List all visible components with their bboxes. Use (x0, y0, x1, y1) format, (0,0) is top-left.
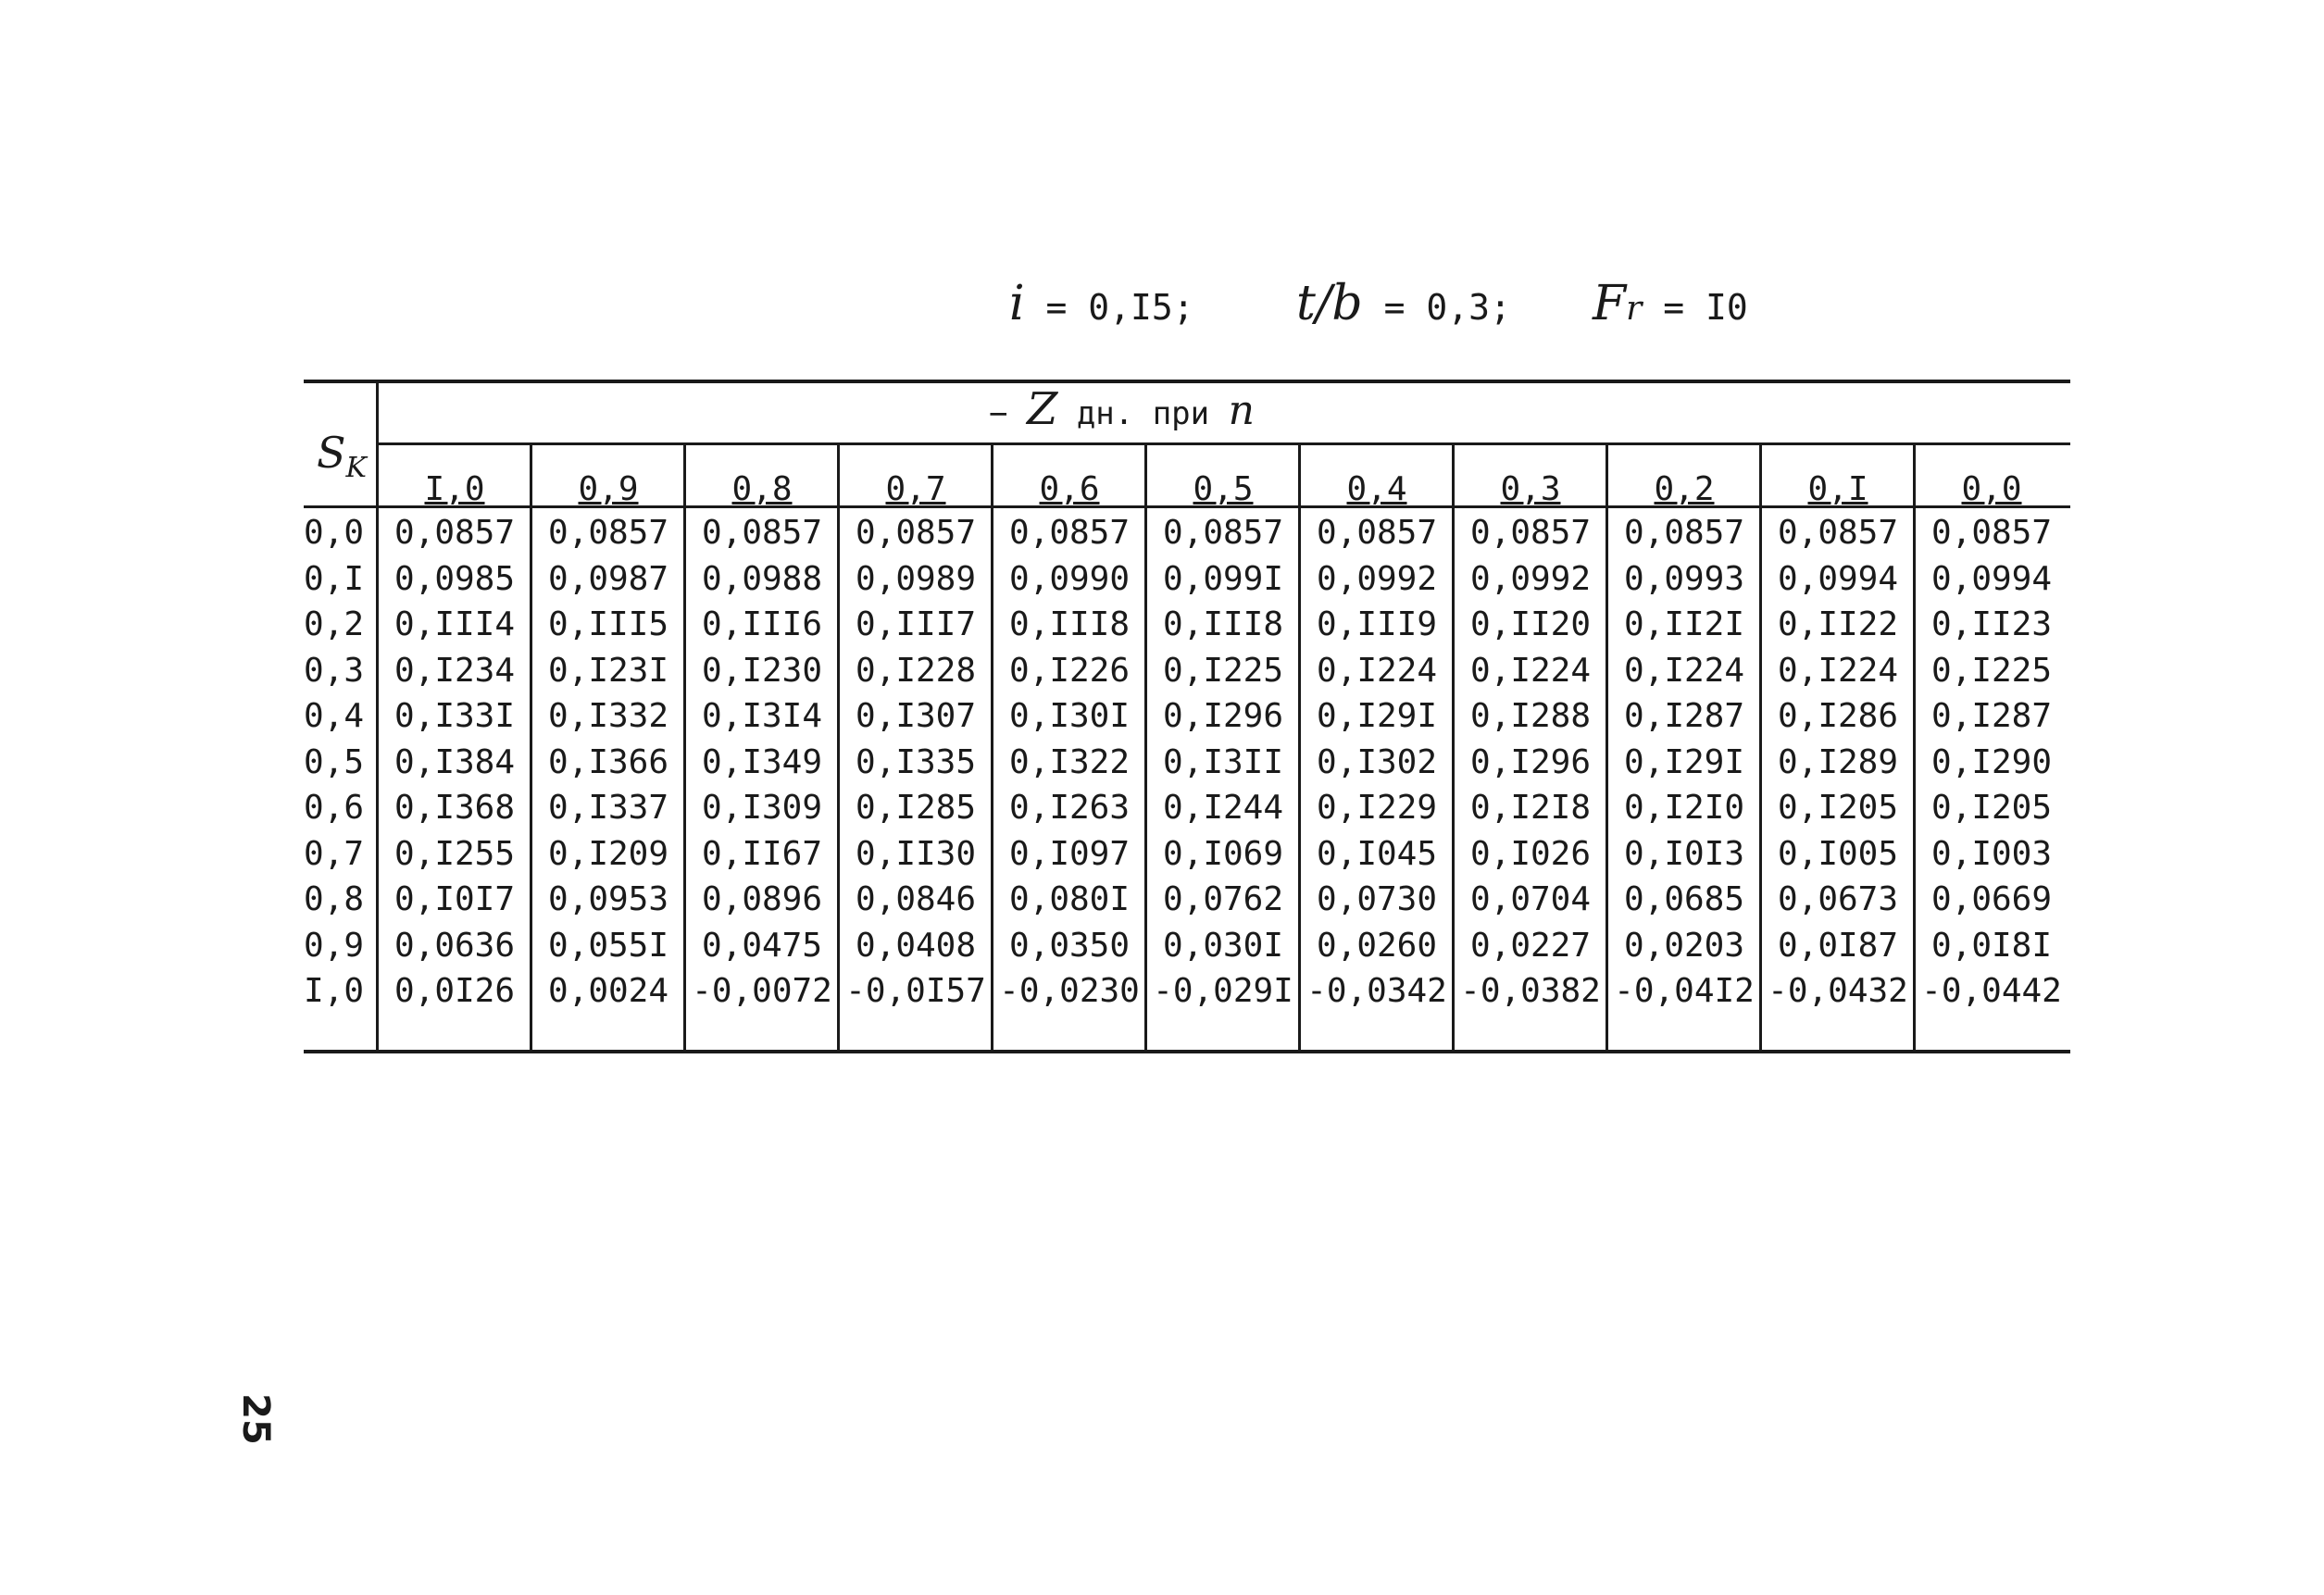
table-cell: 0,I005 (1777, 834, 1899, 873)
row-header-sk (317, 428, 367, 484)
param-tb-value: = 0,3; (1383, 287, 1511, 328)
group-header-prefix: − (989, 395, 1008, 432)
table-cell: 0,I286 (1777, 697, 1899, 735)
table-cell: 0,I287 (1930, 697, 2053, 735)
table-cell: 0,I296 (1469, 742, 1592, 781)
table-cell: 0,0704 (1469, 880, 1592, 918)
table-cell: 0,0762 (1162, 880, 1284, 918)
row-header-symbol: S (317, 428, 346, 478)
column-header: 0,8 (731, 470, 793, 508)
column-header: 0,2 (1654, 470, 1715, 508)
table-cell: 0,I307 (855, 697, 977, 735)
table-cell: 0,I229 (1316, 789, 1438, 827)
table-cell: 0,I263 (1008, 789, 1131, 827)
table-cell: 0,0350 (1008, 926, 1131, 965)
table-cell: 0,I026 (1469, 834, 1592, 873)
table-cell: 0,I29I (1623, 742, 1745, 781)
group-header-symbol: Z (1026, 383, 1058, 435)
column-header: 0,6 (1039, 470, 1100, 508)
param-i-value: = 0,I5; (1045, 287, 1194, 328)
table-cell: 0,0857 (1008, 514, 1131, 552)
table-cell: 0,0989 (855, 559, 977, 598)
row-label-sk: 0,9 (304, 926, 365, 965)
table-cell: 0,0857 (701, 514, 823, 552)
table-cell: 0,080I (1008, 880, 1131, 918)
table-cell: -0,029I (1153, 972, 1293, 1010)
group-header-rule (378, 442, 2070, 445)
table-cell: 0,I0I7 (394, 880, 516, 918)
table-cell: 0,I230 (701, 651, 823, 690)
table-cell: 0,III5 (547, 605, 669, 643)
table-cell: 0,I224 (1623, 651, 1745, 690)
table-cell: 0,I2I0 (1623, 789, 1745, 827)
param-i-symbol: i (1009, 276, 1025, 331)
group-header-text: дн. при (1076, 395, 1210, 432)
data-table (304, 380, 2070, 1055)
table-cell: 0,II2I (1623, 605, 1745, 643)
table-cell: 0,0227 (1469, 926, 1592, 965)
param-i (1009, 276, 1194, 331)
table-cell: 0,0993 (1623, 559, 1745, 598)
column-header: I,0 (424, 470, 485, 508)
table-cell: 0,0857 (855, 514, 977, 552)
param-fr (1593, 276, 1748, 331)
table-cell: 0,I349 (701, 742, 823, 781)
table-cell: 0,I309 (701, 789, 823, 827)
table-cell: 0,0669 (1930, 880, 2053, 918)
row-label-sk: 0,I (304, 559, 365, 598)
table-cell: -0,0I57 (845, 972, 986, 1010)
column-header: 0,5 (1193, 470, 1254, 508)
table-cell: 0,I290 (1930, 742, 2053, 781)
table-cell: 0,I335 (855, 742, 977, 781)
table-cell: 0,0987 (547, 559, 669, 598)
table-cell: 0,099I (1162, 559, 1284, 598)
column-header: 0,I (1807, 470, 1868, 508)
param-fr-symbol: F (1593, 276, 1627, 331)
table-cell: 0,0992 (1469, 559, 1592, 598)
row-label-sk: 0,5 (304, 742, 365, 781)
table-cell: 0,0730 (1316, 880, 1438, 918)
table-cell: 0,0994 (1930, 559, 2053, 598)
table-cell: 0,0I8I (1930, 926, 2053, 965)
table-cell: -0,0382 (1460, 972, 1601, 1010)
table-cell: 0,I225 (1930, 651, 2053, 690)
row-label-sk: 0,3 (304, 651, 365, 690)
column-header: 0,7 (885, 470, 946, 508)
table-cell: 0,I225 (1162, 651, 1284, 690)
table-cell: 0,055I (547, 926, 669, 965)
table-cell: 0,0857 (1162, 514, 1284, 552)
table-cell: 0,I33I (394, 697, 516, 735)
table-cell: 0,0985 (394, 559, 516, 598)
table-cell: 0,I3II (1162, 742, 1284, 781)
column-header: 0,0 (1961, 470, 2022, 508)
param-tb-symbol: t/b (1296, 276, 1363, 331)
table-cell: 0,0846 (855, 880, 977, 918)
table-cell: 0,I29I (1316, 697, 1438, 735)
table-cell: 0,I384 (394, 742, 516, 781)
table-cell: 0,I224 (1469, 651, 1592, 690)
table-cell: 0,I255 (394, 834, 516, 873)
row-label-sk: 0,7 (304, 834, 365, 873)
row-label-sk: 0,2 (304, 605, 365, 643)
table-cell: 0,0408 (855, 926, 977, 965)
param-tb (1296, 276, 1511, 331)
param-fr-sub: r (1626, 290, 1643, 328)
table-cell: 0,III4 (394, 605, 516, 643)
row-header-sub: K (345, 452, 367, 485)
table-cell: 0,I322 (1008, 742, 1131, 781)
table-cell: 0,0857 (1316, 514, 1438, 552)
table-cell: 0,III7 (855, 605, 977, 643)
table-cell: 0,II67 (701, 834, 823, 873)
group-header-var: n (1228, 387, 1255, 434)
table-cell: 0,0857 (1930, 514, 2053, 552)
table-cell: 0,0857 (1469, 514, 1592, 552)
table-cell: 0,III8 (1008, 605, 1131, 643)
column-header: 0,4 (1346, 470, 1407, 508)
table-cell: 0,III8 (1162, 605, 1284, 643)
table-cell: 0,0857 (547, 514, 669, 552)
column-header: 0,9 (578, 470, 639, 508)
table-cell: -0,0230 (999, 972, 1140, 1010)
table-cell: 0,I30I (1008, 697, 1131, 735)
table-cell: 0,I287 (1623, 697, 1745, 735)
table-cell: 0,I097 (1008, 834, 1131, 873)
column-header: 0,3 (1500, 470, 1561, 508)
table-cell: -0,0432 (1768, 972, 1908, 1010)
table-cell: 0,I224 (1777, 651, 1899, 690)
table-cell: 0,0953 (547, 880, 669, 918)
table-cell: -0,04I2 (1614, 972, 1755, 1010)
table-cell: 0,0994 (1777, 559, 1899, 598)
table-cell: 0,I337 (547, 789, 669, 827)
table-cell: 0,II23 (1930, 605, 2053, 643)
table-cell: 0,III6 (701, 605, 823, 643)
table-cell: 0,I228 (855, 651, 977, 690)
table-cell: 0,I234 (394, 651, 516, 690)
table-cell: 0,0I87 (1777, 926, 1899, 965)
table-cell: 0,I003 (1930, 834, 2053, 873)
table-cell: 0,0857 (394, 514, 516, 552)
table-cell: 0,I244 (1162, 789, 1284, 827)
table-cell: 0,III9 (1316, 605, 1438, 643)
table-cell: -0,0072 (692, 972, 832, 1010)
table-cell: 0,I285 (855, 789, 977, 827)
table-cell: 0,I302 (1316, 742, 1438, 781)
table-cell: 0,I205 (1777, 789, 1899, 827)
table-cell: 0,I226 (1008, 651, 1131, 690)
table-cell: 0,0I26 (394, 972, 516, 1010)
parameter-line (1009, 276, 1843, 350)
table-cell: 0,I2I8 (1469, 789, 1592, 827)
table-cell: 0,0673 (1777, 880, 1899, 918)
row-label-sk: I,0 (304, 972, 365, 1010)
table-cell: 0,0475 (701, 926, 823, 965)
table-cell: 0,0203 (1623, 926, 1745, 965)
table-cell: 0,I288 (1469, 697, 1592, 735)
table-cell: 0,I289 (1777, 742, 1899, 781)
table-cell: -0,0342 (1306, 972, 1447, 1010)
table-cell: 0,0636 (394, 926, 516, 965)
table-cell: 0,0857 (1623, 514, 1745, 552)
row-label-sk: 0,8 (304, 880, 365, 918)
row-label-sk: 0,6 (304, 789, 365, 827)
table-cell: 0,I296 (1162, 697, 1284, 735)
table-cell: 0,II20 (1469, 605, 1592, 643)
group-header (989, 383, 1255, 435)
table-cell: 0,I224 (1316, 651, 1438, 690)
table-cell: 0,I332 (547, 697, 669, 735)
table-cell: -0,0442 (1921, 972, 2062, 1010)
table-cell: 0,030I (1162, 926, 1284, 965)
param-fr-value: = I0 (1663, 287, 1748, 328)
table-cell: 0,0896 (701, 880, 823, 918)
page-number: 25 (233, 1393, 277, 1445)
table-cell: 0,I045 (1316, 834, 1438, 873)
table-cell: 0,0685 (1623, 880, 1745, 918)
table-cell: 0,0988 (701, 559, 823, 598)
table-cell: 0,0024 (547, 972, 669, 1010)
table-cell: 0,0857 (1777, 514, 1899, 552)
row-label-sk: 0,0 (304, 514, 365, 552)
table-cell: 0,II22 (1777, 605, 1899, 643)
table-cell: 0,I069 (1162, 834, 1284, 873)
table-cell: 0,I23I (547, 651, 669, 690)
table-cell: 0,I205 (1930, 789, 2053, 827)
table-cell: 0,I209 (547, 834, 669, 873)
table-cell: 0,I0I3 (1623, 834, 1745, 873)
table-cell: 0,II30 (855, 834, 977, 873)
table-bottom-rule (304, 1050, 2070, 1053)
table-cell: 0,0260 (1316, 926, 1438, 965)
table-cell: 0,0992 (1316, 559, 1438, 598)
table-cell: 0,I366 (547, 742, 669, 781)
table-cell: 0,I368 (394, 789, 516, 827)
table-cell: 0,0990 (1008, 559, 1131, 598)
row-label-sk: 0,4 (304, 697, 365, 735)
table-cell: 0,I3I4 (701, 697, 823, 735)
